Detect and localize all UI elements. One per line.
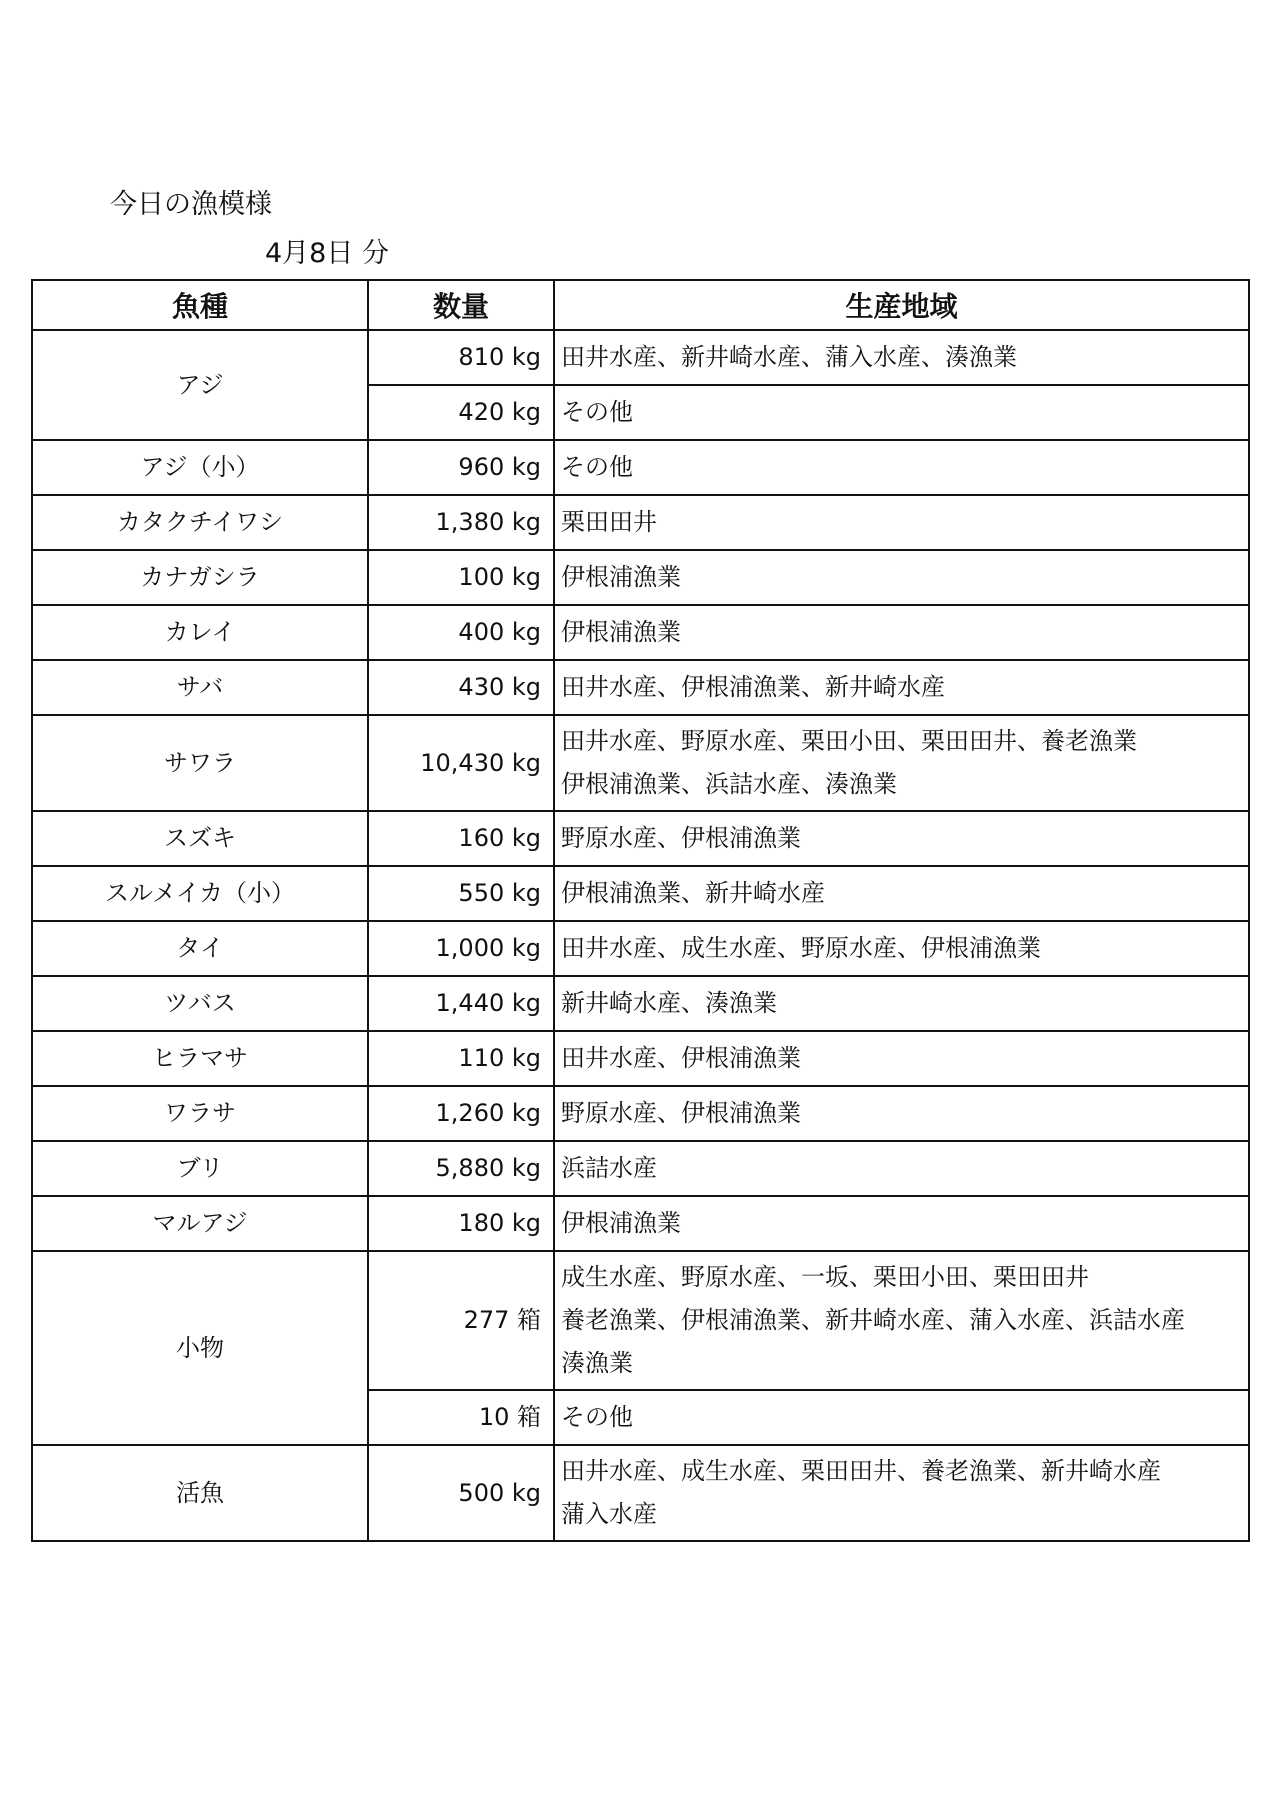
region-cell [554, 715, 1249, 811]
fish-name-cell: スズキ [32, 811, 368, 866]
quantity-cell: 5,880 kg [368, 1141, 554, 1196]
region-cell [554, 921, 1249, 976]
region-line: 野原水産、伊根浦漁業 [561, 1099, 801, 1127]
region-cell [554, 495, 1249, 550]
header-region: 生産地域 [554, 280, 1249, 330]
table-row [32, 440, 1249, 495]
region-cell [554, 1251, 1249, 1390]
region-cell [554, 1086, 1249, 1141]
region-line: 田井水産、野原水産、栗田小田、栗田田井、養老漁業 [561, 727, 1137, 755]
quantity-cell: 550 kg [368, 866, 554, 921]
fish-name-cell: 活魚 [32, 1445, 368, 1541]
fish-name-cell: アジ（小） [32, 440, 368, 495]
header-quantity: 数量 [368, 280, 554, 330]
fish-name-cell: カナガシラ [32, 550, 368, 605]
region-cell [554, 1031, 1249, 1086]
region-cell [554, 1141, 1249, 1196]
quantity-cell: 420 kg [368, 385, 554, 440]
region-cell [554, 550, 1249, 605]
page-title: 今日の漁模様 [110, 189, 272, 220]
fish-name-cell: ヒラマサ [32, 1031, 368, 1086]
table-row [32, 1141, 1249, 1196]
region-line: 浜詰水産 [561, 1154, 657, 1182]
table-header-row [32, 280, 1249, 330]
fish-name-cell: サワラ [32, 715, 368, 811]
table-row [32, 811, 1249, 866]
region-line: 伊根浦漁業、浜詰水産、湊漁業 [561, 770, 897, 798]
quantity-cell: 1,000 kg [368, 921, 554, 976]
report-date: 4月8日 分 [265, 238, 389, 269]
quantity-cell: 277 箱 [368, 1251, 554, 1390]
region-line: 栗田田井 [561, 508, 657, 536]
region-cell [554, 1196, 1249, 1251]
table-row [32, 715, 1249, 811]
region-line: 田井水産、伊根浦漁業 [561, 1044, 801, 1072]
quantity-cell: 1,260 kg [368, 1086, 554, 1141]
quantity-cell: 10,430 kg [368, 715, 554, 811]
fish-name-cell: スルメイカ（小） [32, 866, 368, 921]
region-cell [554, 1390, 1249, 1445]
table-row [32, 330, 1249, 385]
region-line: 伊根浦漁業 [561, 618, 681, 646]
table-row [32, 976, 1249, 1031]
region-cell [554, 385, 1249, 440]
quantity-cell: 960 kg [368, 440, 554, 495]
table-row [32, 866, 1249, 921]
region-line: 蒲入水産 [561, 1500, 657, 1528]
region-line: 田井水産、成生水産、栗田田井、養老漁業、新井崎水産 [561, 1457, 1161, 1485]
table-row [32, 1196, 1249, 1251]
region-line: その他 [561, 1403, 633, 1431]
quantity-cell: 110 kg [368, 1031, 554, 1086]
fish-name-cell: ツバス [32, 976, 368, 1031]
fish-name-cell: サバ [32, 660, 368, 715]
region-cell [554, 330, 1249, 385]
fish-name-cell: ブリ [32, 1141, 368, 1196]
quantity-cell: 10 箱 [368, 1390, 554, 1445]
header-fish: 魚種 [32, 280, 368, 330]
table-row [32, 550, 1249, 605]
table-row [32, 1031, 1249, 1086]
region-cell [554, 440, 1249, 495]
region-line: 成生水産、野原水産、一坂、栗田小田、栗田田井 [561, 1263, 1089, 1291]
fish-name-cell: 小物 [32, 1251, 368, 1445]
table-row [32, 1086, 1249, 1141]
region-line: 養老漁業、伊根浦漁業、新井崎水産、蒲入水産、浜詰水産 [561, 1306, 1185, 1334]
table-row [32, 660, 1249, 715]
region-line: 伊根浦漁業 [561, 1209, 681, 1237]
region-line: 田井水産、成生水産、野原水産、伊根浦漁業 [561, 934, 1041, 962]
region-line: 伊根浦漁業、新井崎水産 [561, 879, 825, 907]
table-body [32, 330, 1249, 1541]
fish-name-cell: タイ [32, 921, 368, 976]
region-line: 田井水産、新井崎水産、蒲入水産、湊漁業 [561, 343, 1017, 371]
region-line: 田井水産、伊根浦漁業、新井崎水産 [561, 673, 945, 701]
fish-name-cell: ワラサ [32, 1086, 368, 1141]
table-row [32, 1251, 1249, 1390]
region-line: 湊漁業 [561, 1349, 633, 1377]
table-row [32, 495, 1249, 550]
region-line: 伊根浦漁業 [561, 563, 681, 591]
region-cell [554, 976, 1249, 1031]
region-cell [554, 866, 1249, 921]
quantity-cell: 810 kg [368, 330, 554, 385]
region-cell [554, 660, 1249, 715]
table-row [32, 605, 1249, 660]
fish-name-cell: アジ [32, 330, 368, 440]
catch-table [31, 279, 1250, 1542]
quantity-cell: 500 kg [368, 1445, 554, 1541]
region-line: 野原水産、伊根浦漁業 [561, 824, 801, 852]
region-line: その他 [561, 453, 633, 481]
region-cell [554, 811, 1249, 866]
quantity-cell: 160 kg [368, 811, 554, 866]
quantity-cell: 400 kg [368, 605, 554, 660]
fish-name-cell: マルアジ [32, 1196, 368, 1251]
quantity-cell: 1,380 kg [368, 495, 554, 550]
quantity-cell: 100 kg [368, 550, 554, 605]
region-line: その他 [561, 398, 633, 426]
fish-name-cell: カタクチイワシ [32, 495, 368, 550]
quantity-cell: 1,440 kg [368, 976, 554, 1031]
region-cell [554, 605, 1249, 660]
region-line: 新井崎水産、湊漁業 [561, 989, 777, 1017]
region-cell [554, 1445, 1249, 1541]
quantity-cell: 430 kg [368, 660, 554, 715]
table-row [32, 1445, 1249, 1541]
fish-name-cell: カレイ [32, 605, 368, 660]
quantity-cell: 180 kg [368, 1196, 554, 1251]
table-row [32, 921, 1249, 976]
